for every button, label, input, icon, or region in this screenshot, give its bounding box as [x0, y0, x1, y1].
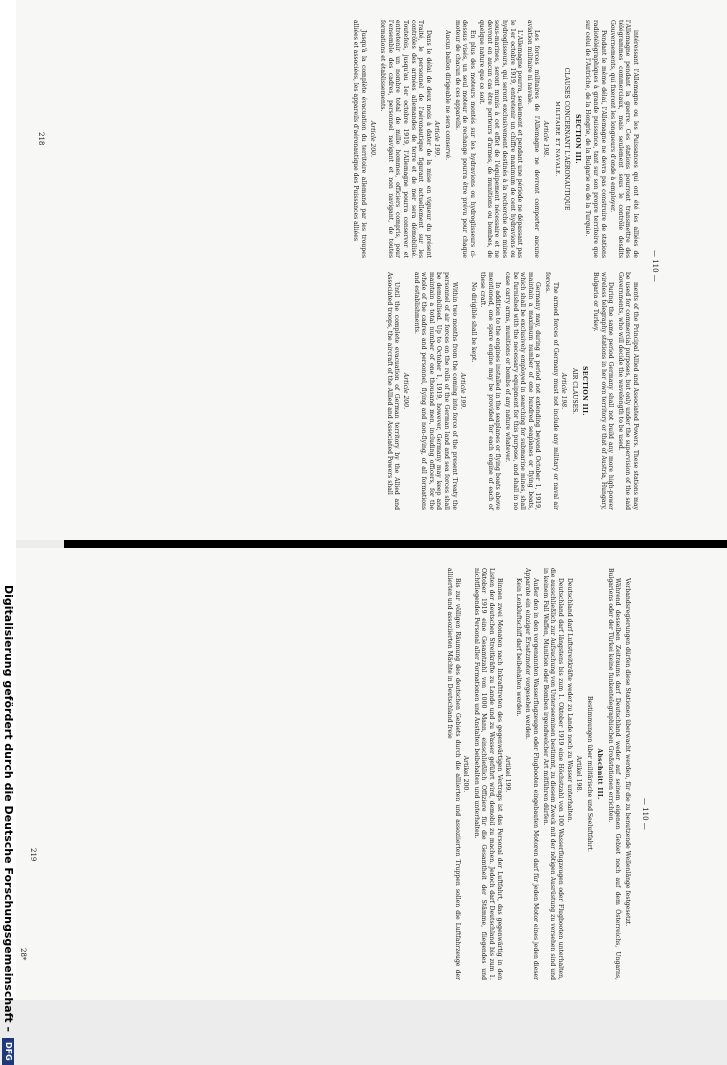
page-divider: [64, 540, 727, 548]
en-article-200-text: Until the complete evacuation of German territory by the Allied and Associated troops, the aircraft of the Allied and Associated Powers shall: [385, 272, 401, 510]
fr-article-200-text: Jusqu'à la complète évacuation du territoire allemand par les troupes alliées et associées, les appareils d'aéronautique des Puissances alliées: [352, 20, 367, 258]
en-article-198-text: The armed forces of Germany must not include any military or naval air forces.: [544, 272, 559, 510]
de-article-199-heading: Artikel 199.: [504, 755, 512, 793]
en-article-199-text: Within two months from the coming into force of the present Treaty the personnel of air forces on the rolls of the German land and sea forces shall be demobilised. Up to October 1, 1919, however, Germany may keep and maintain a total number of one thousand men, including officers, for the whole of the cadres and personnel, flying and non-flying, of all formations and establishments.: [412, 272, 458, 510]
de-article-198-text: Deutschland darf Luftstreitkräfte weder zu Lande noch zu Wasser unterhalten.: [566, 578, 574, 823]
de-article-198-text-2: Deutschland darf längstens bis zum 1. Oktober 1919 eine Höchstzahl von 100 Wasserflugzeugen oder Flugbooten unterhalten, die ausschließlich zur Aufsuchung von Unterseeminen bestimmt, zu diesem Zweck mit der nötigen Ausrüstung zu versehen sind und in keinem Fall Waffen, Munition oder Bomben irgendwelcher Art mitführen dürfen.: [541, 568, 564, 980]
fr-article-198-text: Les forces militaires de l'Allemagne ne devront comporter aucune aviation militaire ni navale.: [525, 20, 541, 258]
fr-section-heading: SECTION III.: [573, 114, 581, 164]
english-column: [383, 272, 639, 510]
en-section-title: AIR CLAUSES.: [570, 367, 578, 415]
fr-article-200-heading: Article 200.: [368, 120, 376, 158]
fr-article-198-text-4: Aucun ballon dirigeable ne sera conservé.: [443, 30, 451, 161]
en-article-198-text-3: In addition to the engines installed in the seaplanes or flying boats above mentioned, one spare engine may be provided for each engine of each of these craft.: [479, 272, 502, 510]
de-article-200-heading: Artikel 200.: [462, 755, 470, 793]
running-head-upper: — 110 —: [651, 250, 659, 282]
page-number-219: 219: [29, 848, 37, 862]
en-section-heading: SECTION III.: [581, 366, 589, 416]
dfg-logo: DFG: [2, 1038, 14, 1065]
de-paragraph-1: Verbandsregierungen dürfen diese Stationen überwacht werden, für die zu benutzende Wellenlänge festgesetzt.: [624, 578, 631, 927]
french-column: [350, 20, 639, 258]
fr-section-title: CLAUSES CONCERNANT L'AÉRONAUTIQUE: [563, 67, 571, 211]
running-head-lower: — 110 —: [641, 798, 649, 830]
de-article-199-text: Binnen zwei Monaten nach Inkrafttreten des gegenwärtigen Vertrags ist das Personal der Luftfahrt, das gegenwärtig in den Listen der deutschen Streitkräfte zu Lande und zu Wasser geführt wird, demobil zu machen. Jedoch darf Deutschland bis zum 1. Oktober 1919 eine Gesamtzahl von 1000 Mann, einschließlich Offiziere für die Gesamtheit der Stämme, fliegendes und nichtfliegendes Personal aller Formationen und Anstalten beibehalten und unterhalten.: [472, 568, 503, 980]
de-article-198-text-4: Kein Lenkluftschiff darf beibehalten werden.: [514, 578, 522, 717]
en-article-199-heading: Article 199.: [459, 372, 467, 410]
fr-article-199-heading: Article 199.: [433, 120, 441, 158]
en-article-198-text-2: Germany may, during a period not extending beyond October 1, 1919, maintain a maximum number of one hundred seaplanes or flying boats, which shall be exclusively employed in searching for submarine mines, shall be furnished with the necessary equipment for this purpose, and shall in no case carry arms, munitions or bombs of any nature whatever.: [504, 272, 542, 510]
funding-banner: [0, 585, 16, 1061]
fr-article-198-heading: Article 198.: [542, 120, 550, 158]
en-paragraph-2: During the same period Germany shall not build any more high-power wireless telegraphy stations in her own territory or that of Austria, Hungary, Bulgaria or Turkey.: [592, 272, 615, 510]
de-article-198-heading: Artikel 198.: [575, 755, 583, 793]
funding-banner-strip: [0, 0, 16, 1061]
lower-scanned-page: [0, 548, 727, 1000]
lower-page-content: [0, 548, 727, 1000]
signature-mark: 28*: [19, 948, 27, 961]
en-paragraph-1: ments of the Principal Allied and Associated Powers. These stations may be used for commercial purposes, but only under the supervision of the said Governments, who will decide the wavelength to be used.: [616, 272, 639, 510]
funding-banner-text: Digitalisierung gefördert durch die Deutsche Forschungsgemeinschaft –: [2, 585, 15, 1032]
en-article-198-text-4: No dirigible shall be kept.: [469, 282, 477, 363]
de-section-title: Bestimmungen über militärische und Seeluftfahrt.: [585, 695, 593, 852]
de-section-heading: Abschnitt III.: [596, 748, 604, 800]
fr-paragraph-2: Pendant le même délai, l'Allemagne ne devra pas construire de stations radiotélégraphiques à grande puissance, tant sur son propre territoire que sur celui de l'Autriche, de la Hongrie, de la Bulgarie ou de la Turquie.: [584, 20, 607, 258]
fr-article-198-text-3: En plus des moteurs montés sur les hydravions ou hydroglisseurs ci-dessus visés, un seul moteur de rechange pourra être prévu pour chaque moteur de chacun de ces appareils.: [453, 20, 476, 258]
en-article-200-heading: Article 200.: [401, 372, 409, 410]
de-article-198-text-3: Außer den in den vorgenannten Wasserflugzeugen oder Flugbooten eingebauten Motoren darf für jeden Motor eines jeden dieser Apparate ein einziger Ersatzmotor vorgesehen werden.: [524, 568, 540, 980]
de-paragraph-2: Während desselben Zeitraums darf Deutschland weder auf seinem eigenen Gebiet noch auf dem Österreichs, Ungarns, Bulgariens oder der Türkei keine funkentelegraphischen Großstationen errichten.: [606, 568, 622, 980]
fr-paragraph-1: intéressant l'Allemagne ou les Puissances qui ont été les alliées de l'Allemagne pendant la guerre. Ces stations pourront transmettre des télégrammes commerciaux, mais seulement sous le contrôle desdits Gouvernements, qui fixeront les longueurs d'onde à employer.: [609, 20, 639, 258]
fr-section-subtitle: MILITAIRE ET NAVALE.: [553, 101, 560, 177]
german-column: [444, 568, 631, 980]
page-number-218: 218: [37, 132, 45, 146]
fr-article-199-text: Dans le délai de deux mois à dater de la mise en vigueur du présent Traité, le personnel de l'aéronautique figurant actuellement sur les contrôles des armées allemandes de terre et de mer sera démobilisé. Toutefois, jusqu'au 1er octobre 1919, l'Allemagne pourra conserver et entretenir un nombre total de mille hommes, officiers compris, pour l'ensemble des cadres, personnel navigant et non navigant, de toutes formations et établissements.: [379, 20, 432, 258]
en-article-198-heading: Article 198.: [560, 372, 568, 410]
fr-article-198-text-2: L'Allemagne pourra, seulement et pendant une période ne dépassant pas le 1er octobre 1919, entretenir un chiffre maximum de cent hydravions ou hydroglisseurs, qui seront exclusivement destinés à la recherche des mines sous-marines, seront munis à cet effet de l'équipement nécessaire et ne devront en aucun cas être porteurs d'armes, de munitions ou bombes, de quelque nature que ce soit.: [478, 20, 524, 258]
de-article-200-text: Bis zur völligen Räumung des deutschen Gebiets durch die alliierten und assoziierten Truppen sollen die Luftfahrzeuge der alliierten und assoziierten Mächte in Deutschland freie: [446, 568, 461, 980]
